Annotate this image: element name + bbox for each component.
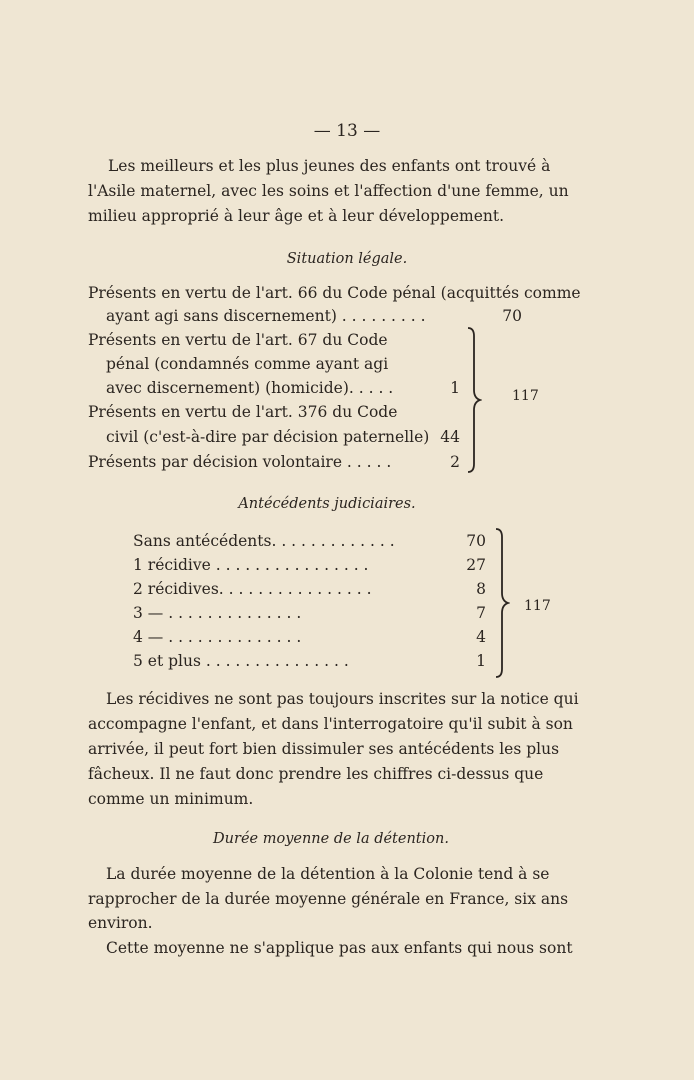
antecedents-total: 117 xyxy=(524,598,551,614)
antecedent-row-label: Sans antécédents. . . . . . . . . . . . . xyxy=(133,532,395,550)
situation-line-2: ayant agi sans discernement) . . . . . . . . . xyxy=(106,307,426,325)
paragraph2-line-4: fâcheux. Il ne faut donc prendre les chiffres ci-dessus que xyxy=(88,765,544,783)
section-heading-situation: Situation légale. xyxy=(286,251,408,267)
duree-last-line: Cette moyenne ne s'applique pas aux enfants qui nous sont xyxy=(106,939,573,957)
paragraph2-line-5: comme un minimum. xyxy=(88,790,254,808)
antecedent-row-label: 2 récidives. . . . . . . . . . . . . . . . xyxy=(133,580,372,598)
paragraph2-line-2: accompagne l'enfant, et dans l'interrogatoire qu'il subit à son xyxy=(88,715,573,733)
duree-line-2: rapprocher de la durée moyenne générale en France, six ans xyxy=(88,890,569,908)
intro-line-1: Les meilleurs et les plus jeunes des enfants ont trouvé à xyxy=(108,157,551,175)
page-number: — 13 — xyxy=(313,121,381,141)
antecedent-row-label: 3 — . . . . . . . . . . . . . . xyxy=(133,604,302,622)
section-heading-antecedents: Antécédents judiciaires. xyxy=(238,496,416,512)
situation-row-3-value: 2 xyxy=(450,453,460,471)
antecedents-brace xyxy=(490,527,510,679)
duree-line-1: La durée moyenne de la détention à la Colonie tend à se xyxy=(106,865,550,883)
antecedent-row-label: 5 et plus . . . . . . . . . . . . . . . xyxy=(133,652,349,670)
situation-line-1: Présents en vertu de l'art. 66 du Code pénal (acquittés comme xyxy=(88,284,581,302)
situation-value-70: 70 xyxy=(502,307,522,325)
section-heading-duree: Durée moyenne de la détention. xyxy=(213,831,449,847)
antecedent-row-value: 1 xyxy=(476,652,486,670)
situation-brace xyxy=(462,326,482,474)
antecedent-row-label: 4 — . . . . . . . . . . . . . . xyxy=(133,628,302,646)
situation-row-2-value: 44 xyxy=(440,428,460,446)
antecedent-row-value: 4 xyxy=(476,628,486,646)
situation-row-1-line-2: pénal (condamnés comme ayant agi xyxy=(106,355,389,373)
situation-row-1-value: 1 xyxy=(450,379,460,397)
antecedent-row-label: 1 récidive . . . . . . . . . . . . . . . . xyxy=(133,556,369,574)
paragraph2-line-3: arrivée, il peut fort bien dissimuler ses antécédents les plus xyxy=(88,740,560,758)
intro-line-3: milieu approprié à leur âge et à leur développement. xyxy=(88,207,505,225)
antecedent-row-value: 7 xyxy=(476,604,486,622)
paragraph2-line-1: Les récidives ne sont pas toujours inscrites sur la notice qui xyxy=(106,690,579,708)
situation-total: 117 xyxy=(512,388,539,404)
situation-row-2-line-1: Présents en vertu de l'art. 376 du Code xyxy=(88,403,398,421)
antecedent-row-value: 8 xyxy=(476,580,486,598)
antecedent-row-value: 70 xyxy=(466,532,486,550)
situation-row-1-line-1: Présents en vertu de l'art. 67 du Code xyxy=(88,331,388,349)
situation-row-2-line-2: civil (c'est-à-dire par décision paternelle) xyxy=(106,428,430,446)
intro-line-2: l'Asile maternel, avec les soins et l'affection d'une femme, un xyxy=(88,182,569,200)
antecedent-row-value: 27 xyxy=(466,556,486,574)
situation-row-3-line-1: Présents par décision volontaire . . . . . xyxy=(88,453,392,471)
duree-line-3: environ. xyxy=(88,914,153,932)
situation-row-1-line-3: avec discernement) (homicide). . . . . xyxy=(106,379,394,397)
